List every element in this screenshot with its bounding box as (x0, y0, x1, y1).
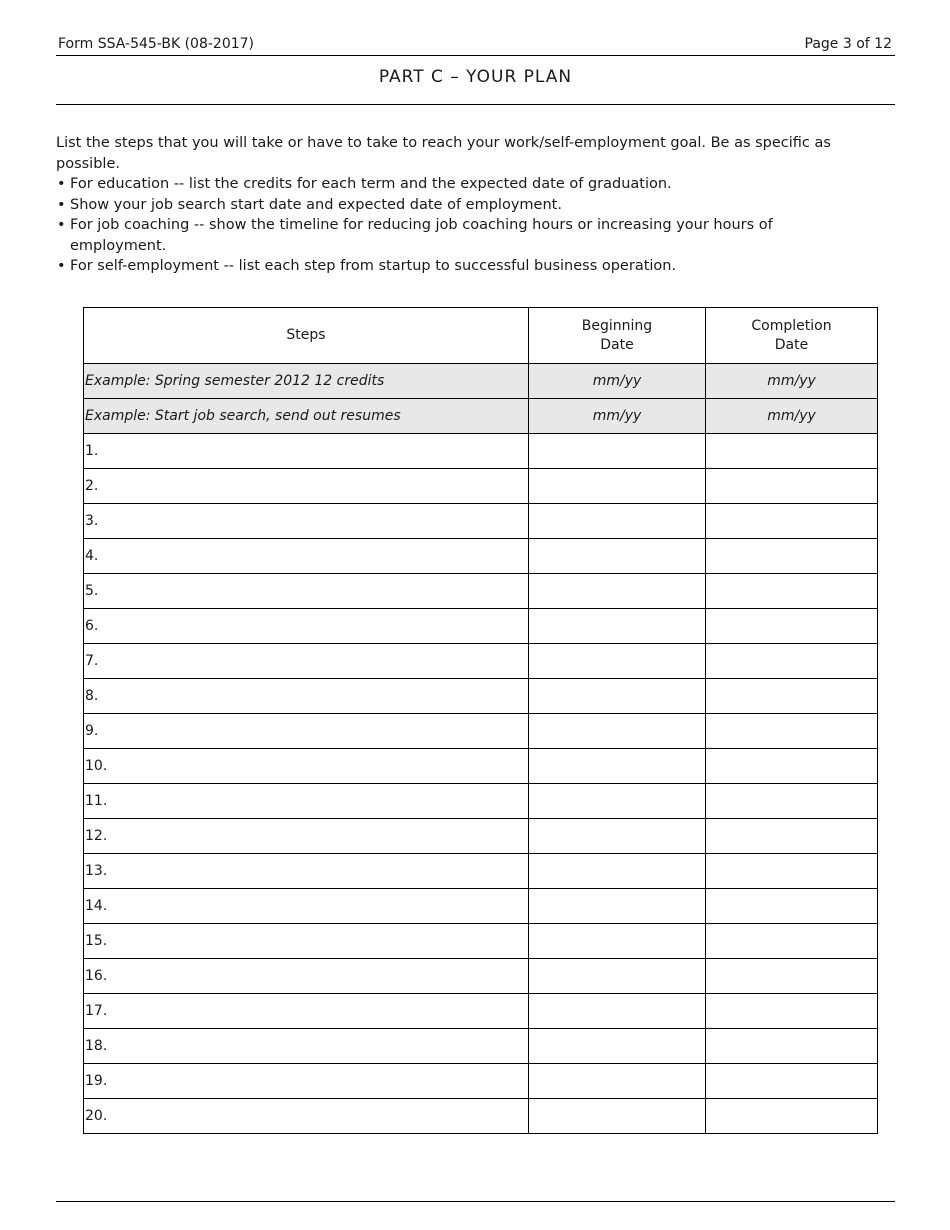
table-row (84, 994, 878, 1029)
plan-table (83, 307, 878, 1134)
step-field[interactable]: 1. (84, 434, 529, 469)
bullet-item: • For self-employment -- list each step from startup to successful business operation. (56, 256, 856, 277)
step-field[interactable]: 2. (84, 469, 529, 504)
step-field[interactable]: 7. (84, 644, 529, 679)
example-begin-date: mm/yy (529, 364, 706, 399)
table-row (84, 1099, 878, 1134)
example-end-date: mm/yy (706, 364, 878, 399)
step-field[interactable]: 6. (84, 609, 529, 644)
header-divider (56, 55, 895, 56)
footer-divider (56, 1201, 895, 1202)
table-row (84, 749, 878, 784)
completion-date-field[interactable] (706, 784, 878, 819)
table-row (84, 854, 878, 889)
example-end-date: mm/yy (706, 399, 878, 434)
table-row (84, 784, 878, 819)
completion-date-column-header: Completion Date (706, 308, 878, 364)
completion-date-field[interactable] (706, 819, 878, 854)
table-row (84, 504, 878, 539)
bullet-item: • For education -- list the credits for each term and the expected date of graduation. (56, 174, 856, 195)
steps-column-header: Steps (84, 308, 529, 364)
table-row (84, 679, 878, 714)
example-row (84, 399, 878, 434)
bullet-icon: • (57, 258, 66, 274)
beginning-date-column-header: Beginning Date (529, 308, 706, 364)
bullet-icon: • (57, 176, 66, 192)
completion-date-field[interactable] (706, 1099, 878, 1134)
beginning-date-field[interactable] (529, 959, 706, 994)
beginning-date-field[interactable] (529, 1029, 706, 1064)
completion-date-field[interactable] (706, 1064, 878, 1099)
step-field[interactable]: 15. (84, 924, 529, 959)
table-row (84, 819, 878, 854)
form-id: Form SSA-545-BK (08-2017) (58, 36, 254, 52)
completion-date-field[interactable] (706, 854, 878, 889)
step-field[interactable]: 13. (84, 854, 529, 889)
page-number: Page 3 of 12 (804, 36, 892, 52)
table-row (84, 959, 878, 994)
beginning-date-field[interactable] (529, 1064, 706, 1099)
completion-date-field[interactable] (706, 574, 878, 609)
beginning-date-field[interactable] (529, 749, 706, 784)
completion-date-field[interactable] (706, 714, 878, 749)
completion-date-field[interactable] (706, 679, 878, 714)
completion-date-field[interactable] (706, 924, 878, 959)
example-begin-date: mm/yy (529, 399, 706, 434)
step-field[interactable]: 20. (84, 1099, 529, 1134)
step-field[interactable]: 11. (84, 784, 529, 819)
beginning-date-field[interactable] (529, 679, 706, 714)
completion-date-field[interactable] (706, 889, 878, 924)
table-row (84, 889, 878, 924)
beginning-date-field[interactable] (529, 574, 706, 609)
step-field[interactable]: 18. (84, 1029, 529, 1064)
example-step: Example: Start job search, send out resumes (84, 399, 529, 434)
completion-date-field[interactable] (706, 609, 878, 644)
beginning-date-field[interactable] (529, 924, 706, 959)
beginning-date-field[interactable] (529, 539, 706, 574)
title-divider (56, 104, 895, 105)
example-step: Example: Spring semester 2012 12 credits (84, 364, 529, 399)
table-row (84, 1064, 878, 1099)
step-field[interactable]: 19. (84, 1064, 529, 1099)
bullet-icon: • (57, 217, 66, 233)
completion-date-field[interactable] (706, 1029, 878, 1064)
page-title: PART C – YOUR PLAN (378, 67, 573, 87)
step-field[interactable]: 17. (84, 994, 529, 1029)
beginning-date-field[interactable] (529, 889, 706, 924)
table-row (84, 469, 878, 504)
step-field[interactable]: 5. (84, 574, 529, 609)
beginning-date-field[interactable] (529, 784, 706, 819)
beginning-date-field[interactable] (529, 644, 706, 679)
beginning-date-field[interactable] (529, 854, 706, 889)
completion-date-field[interactable] (706, 749, 878, 784)
step-field[interactable]: 3. (84, 504, 529, 539)
step-field[interactable]: 14. (84, 889, 529, 924)
beginning-date-field[interactable] (529, 994, 706, 1029)
table-header-row (84, 308, 878, 364)
table-row (84, 1029, 878, 1064)
table-row (84, 609, 878, 644)
completion-date-field[interactable] (706, 469, 878, 504)
step-field[interactable]: 12. (84, 819, 529, 854)
completion-date-field[interactable] (706, 539, 878, 574)
table-row (84, 574, 878, 609)
bullet-icon: • (57, 196, 66, 213)
table-row (84, 644, 878, 679)
completion-date-field[interactable] (706, 504, 878, 539)
table-row (84, 924, 878, 959)
table-row (84, 714, 878, 749)
bullet-item: • Show your job search start date and expected date of employment. (56, 195, 856, 216)
completion-date-field[interactable] (706, 644, 878, 679)
step-field[interactable]: 10. (84, 749, 529, 784)
instructions-bullets (56, 174, 856, 277)
step-field[interactable]: 4. (84, 539, 529, 574)
completion-date-field[interactable] (706, 959, 878, 994)
step-field[interactable]: 16. (84, 959, 529, 994)
bullet-item: • For job coaching -- show the timeline for reducing job coaching hours or increasing your hours of employment. (57, 217, 773, 254)
table-row (84, 434, 878, 469)
step-field[interactable]: 8. (84, 679, 529, 714)
beginning-date-field[interactable] (529, 1099, 706, 1134)
beginning-date-field[interactable] (529, 434, 706, 469)
table-row (84, 539, 878, 574)
beginning-date-field[interactable] (529, 469, 706, 504)
beginning-date-field[interactable] (529, 609, 706, 644)
beginning-date-field[interactable] (529, 714, 706, 749)
completion-date-field[interactable] (706, 994, 878, 1029)
completion-date-field[interactable] (706, 434, 878, 469)
beginning-date-field[interactable] (529, 504, 706, 539)
beginning-date-field[interactable] (529, 819, 706, 854)
example-row (84, 364, 878, 399)
step-field[interactable]: 9. (84, 714, 529, 749)
instructions-intro: List the steps that you will take or have to take to reach your work/self-employment goal. Be as specific as possible. (56, 135, 831, 172)
instructions (56, 133, 856, 277)
